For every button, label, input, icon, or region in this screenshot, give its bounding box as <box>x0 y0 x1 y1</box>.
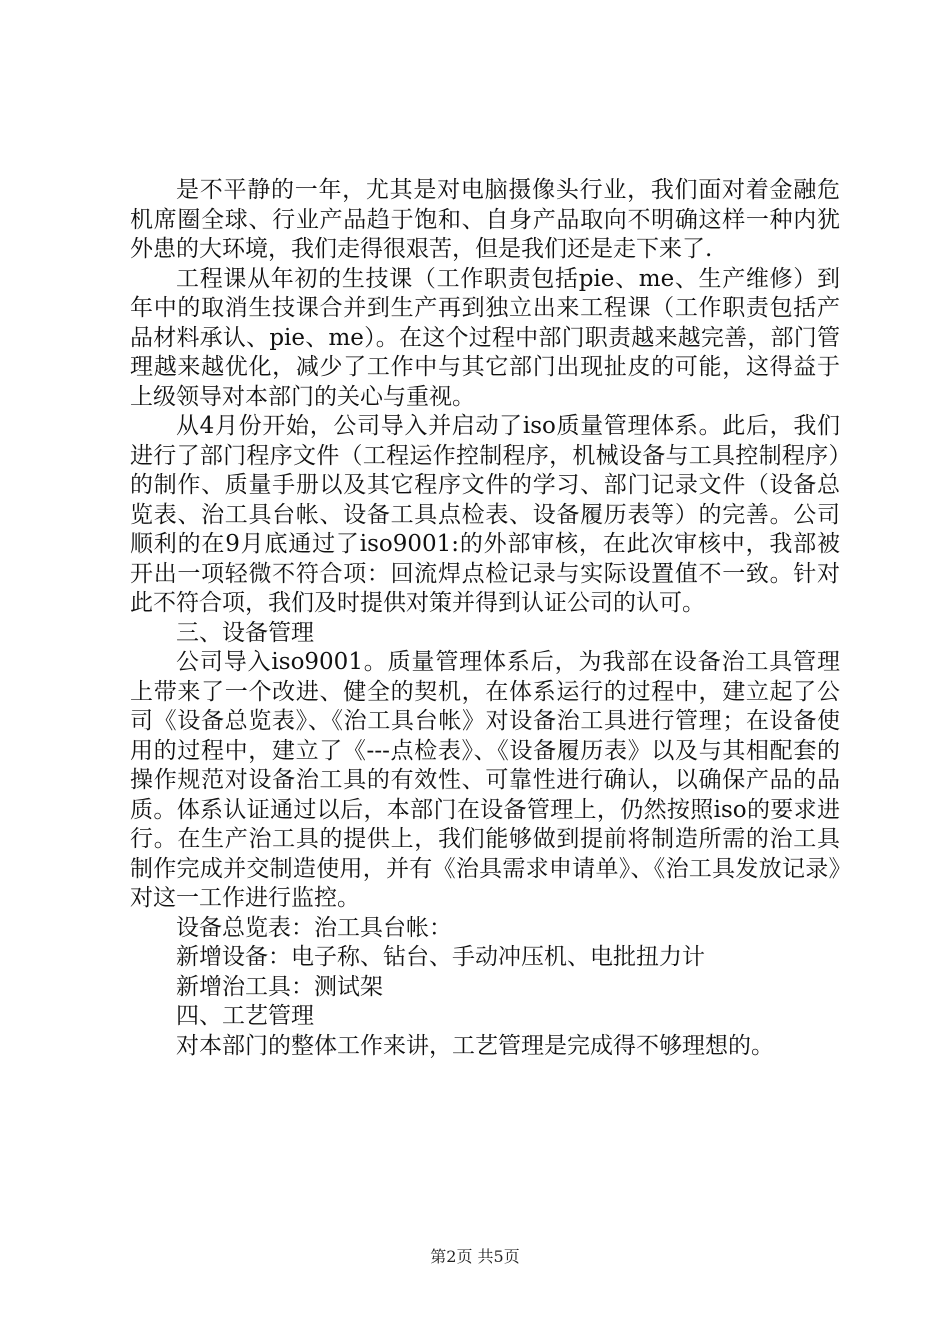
paragraph-process-management: 对本部门的整体工作来讲，工艺管理是完成得不够理想的。 <box>176 1032 774 1059</box>
line-new-fixtures: 新增治工具：测试架 <box>176 973 383 1000</box>
paragraph-intro: 是不平静的一年，尤其是对电脑摄像头行业，我们面对着金融危机席圈全球、行业产品趋于饱和、自身产品取向不明确这样一种内犹外患的大环境，我们走得很艰苦，但是我们还是走下来了. <box>130 177 840 262</box>
paragraph-iso-system: 从4月份开始，公司导入并启动了iso质量管理体系。此后，我们进行了部门程序文件（工程运作控制程序，机械设备与工具控制程序）的制作、质量手册以及其它程序文件的学习、部门记录文件（设备总览表、治工具台帐、设备工具点检表、设备履历表等）的完善。公司顺利的在9月底通过了iso9001:的外部审核，在此次审核中，我部被开出一项轻微不符合项：回流焊点检记录与实际设置值不一致。针对此不符合项，我们及时提供对策并得到认证公司的认可。 <box>130 413 840 616</box>
document-body <box>130 176 840 1061</box>
heading-process-management: 四、工艺管理 <box>176 1003 314 1029</box>
paragraph-equipment-management: 公司导入iso9001。质量管理体系后，为我部在设备治工具管理上带来了一个改进、健全的契机，在体系运行的过程中，建立起了公司《设备总览表》、《治工具台帐》对设备治工具进行管理；在设备使用的过程中，建立了《---点检表》、《设备履历表》以及与其相配套的操作规范对设备治工具的有效性、可靠性进行确认，以确保产品的品质。体系认证通过以后，本部门在设备管理上，仍然按照iso的要求进行。在生产治工具的提供上，我们能够做到提前将制造所需的治工具制作完成并交制造使用，并有《治具需求申请单》、《治工具发放记录》对这一工作进行监控。 <box>130 649 840 911</box>
page-footer: 第2页 共5页 <box>430 1247 520 1266</box>
heading-equipment-management: 三、设备管理 <box>176 619 314 646</box>
line-new-equipment: 新增设备：电子称、钻台、手动冲压机、电批扭力计 <box>176 944 705 970</box>
paragraph-engineering-section: 工程课从年初的生技课（工作职责包括pie、me、生产维修）到年中的取消生技课合并到生产再到独立出来工程课（工作职责包括产品材料承认、pie、me）。在这个过程中部门职责越来越完善，部门管理越来越优化，减少了工作中与其它部门出现扯皮的可能，这得益于上级领导对本部门的关心与重视。 <box>130 265 840 410</box>
line-equipment-overview: 设备总览表：治工具台帐： <box>176 914 452 941</box>
